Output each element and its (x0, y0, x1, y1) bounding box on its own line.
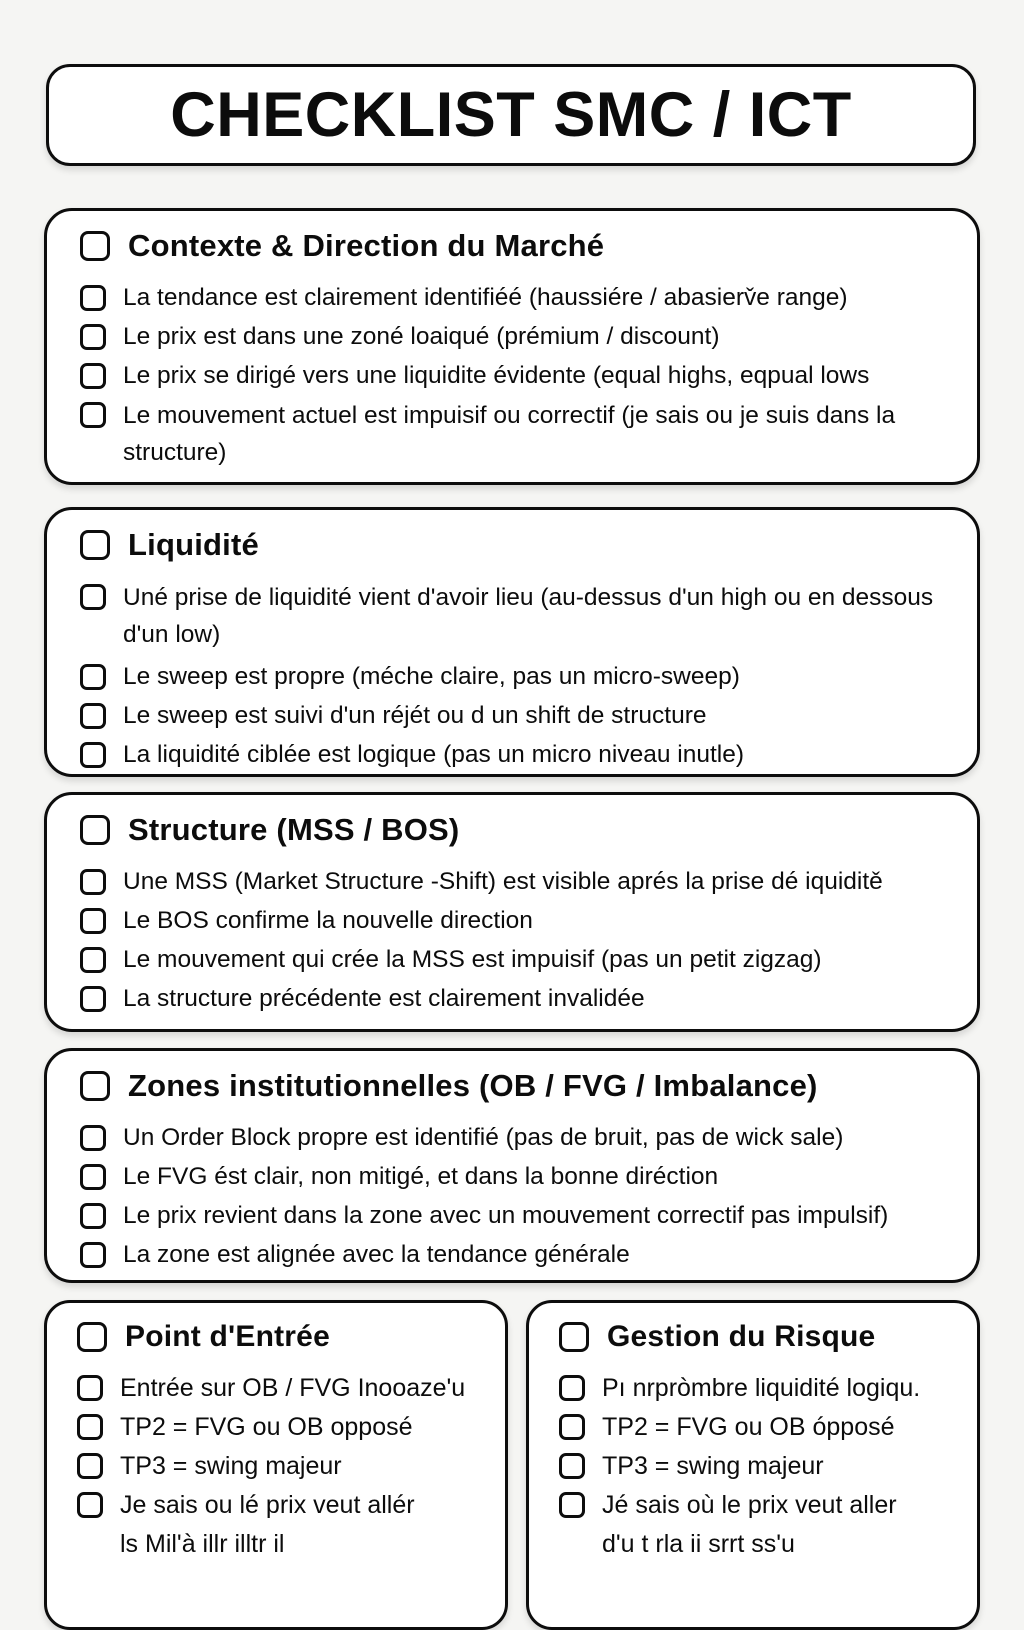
checkbox[interactable] (77, 1414, 103, 1440)
checkbox[interactable] (77, 1375, 103, 1401)
item-label: Le prix revient dans la zone avec un mouvement correctif pas impulsif) (123, 1202, 889, 1229)
section-zones (44, 1048, 980, 1283)
item-label: Le FVG ést clair, non mitigé, et dans la bonne diréction (123, 1163, 719, 1190)
section-liquidity (44, 507, 980, 777)
checkbox[interactable] (80, 402, 106, 428)
section-header (80, 527, 961, 563)
checklist-item (559, 1373, 965, 1403)
checkbox[interactable] (80, 324, 106, 350)
checklist-item (80, 283, 961, 313)
checklist-item (80, 1240, 961, 1270)
checklist-item (80, 361, 961, 391)
checklist-item (80, 1201, 961, 1231)
checklist-item (559, 1412, 965, 1442)
checklist-item (77, 1412, 493, 1442)
checklist-item (80, 945, 961, 975)
checkbox[interactable] (77, 1453, 103, 1479)
checklist-item (77, 1490, 493, 1520)
checkbox[interactable] (80, 1203, 106, 1229)
item-label: Le BOS confirme la nouvelle direction (123, 907, 533, 934)
item-label: Pı nrpròmbre liquidité logiqu. (602, 1374, 921, 1402)
checkbox[interactable] (80, 231, 110, 261)
checklist-item (80, 582, 961, 653)
checkbox[interactable] (80, 815, 110, 845)
checkbox[interactable] (559, 1322, 589, 1352)
section-header (80, 1068, 961, 1104)
item-label: La zone est alignée avec la tendance générale (123, 1241, 630, 1268)
checklist-item (80, 701, 961, 731)
item-label: Un Order Block propre est identifié (pas de bruit, pas de wick sale) (123, 1124, 844, 1151)
item-label: TP2 = FVG ou OB opposé (120, 1413, 413, 1441)
checklist-item (77, 1451, 493, 1481)
checkbox[interactable] (80, 285, 106, 311)
checkbox[interactable] (80, 584, 106, 610)
checkbox[interactable] (559, 1492, 585, 1518)
checkbox[interactable] (80, 947, 106, 973)
item-label: Le sweep est suivi d'un réjét ou d un shift de structure (123, 702, 707, 729)
checkbox[interactable] (80, 908, 106, 934)
item-label: Le mouvement qui crée la MSS est impuisif (pas un petit zigzag) (123, 946, 822, 973)
section-title: Contexte & Direction du Marché (128, 228, 605, 263)
checklist-item-clipped (559, 1529, 965, 1559)
section-header (80, 812, 961, 848)
checkbox[interactable] (77, 1492, 103, 1518)
checkbox[interactable] (80, 869, 106, 895)
item-label: La tendance est clairement identifiéé (haussiére / abasierv̌e range) (123, 284, 848, 311)
card-risk (526, 1300, 980, 1630)
section-title: Gestion du Risque (607, 1320, 876, 1353)
checkbox[interactable] (80, 1164, 106, 1190)
checklist-item (80, 867, 961, 897)
checklist-item (80, 984, 961, 1014)
checkbox[interactable] (77, 1322, 107, 1352)
item-label: ls Mil'à illr illtr il (120, 1530, 285, 1558)
checkbox[interactable] (80, 1242, 106, 1268)
card-entry (44, 1300, 508, 1630)
section-structure (44, 792, 980, 1032)
checkbox[interactable] (80, 664, 106, 690)
checkbox[interactable] (559, 1375, 585, 1401)
checklist-item (77, 1373, 493, 1403)
item-label: Le prix est dans une zoné loaiqué (prémium / discount) (123, 323, 720, 350)
item-label: Une MSS (Market Structure -Shift) est visible aprés la prise dé iquiditě (123, 868, 883, 895)
section-context (44, 208, 980, 485)
item-label: Jé sais où le prix veut aller (602, 1491, 897, 1519)
checklist-item (80, 1123, 961, 1153)
item-label: Entrée sur OB / FVG Inooaze'u (120, 1374, 466, 1402)
section-title: Point d'Entrée (125, 1320, 330, 1353)
checklist-item (559, 1490, 965, 1520)
item-label: TP3 = swing majeur (602, 1452, 824, 1480)
checkbox[interactable] (80, 363, 106, 389)
item-label: La structure précédente est clairement invalidée (123, 985, 645, 1012)
section-title: Structure (MSS / BOS) (128, 812, 460, 847)
item-label: Uné prise de liquidité vient d'avoir lieu (au-dessus d'un high ou en dessous d'un low) (123, 584, 934, 648)
item-label: Je sais ou lé prix veut allér (120, 1491, 415, 1519)
page-title: CHECKLIST SMC / ICT (170, 80, 852, 150)
section-title: Liquidité (128, 527, 259, 562)
section-header (559, 1320, 965, 1354)
checkbox[interactable] (80, 530, 110, 560)
section-title: Zones institutionnelles (OB / FVG / Imbalance) (128, 1068, 818, 1103)
checklist-item (80, 400, 961, 471)
item-label: Le sweep est propre (méche claire, pas un micro-sweep) (123, 663, 740, 690)
checklist-item (80, 322, 961, 352)
checklist-item (80, 906, 961, 936)
checklist-item (80, 1162, 961, 1192)
section-header (77, 1320, 493, 1354)
checkbox[interactable] (80, 742, 106, 768)
item-label: TP2 = FVG ou OB ópposé (602, 1413, 895, 1441)
checklist-item (559, 1451, 965, 1481)
item-label: d'u t rla ii srrt ss'u (602, 1530, 795, 1558)
section-header (80, 228, 961, 264)
checkbox[interactable] (559, 1453, 585, 1479)
checkbox[interactable] (559, 1414, 585, 1440)
checkbox[interactable] (80, 986, 106, 1012)
checkbox[interactable] (80, 1071, 110, 1101)
item-label: TP3 = swing majeur (120, 1452, 342, 1480)
checklist-item (80, 662, 961, 692)
item-label: La liquidité ciblée est logique (pas un micro niveau inutle) (123, 741, 745, 768)
checkbox[interactable] (80, 703, 106, 729)
checklist-item-clipped (77, 1529, 493, 1559)
item-label: Le prix se dirigé vers une liquidite évidente (equal highs, eqpual lows (123, 362, 870, 389)
title-card (46, 64, 976, 166)
item-label: Le mouvement actuel est impuisif ou correctif (je sais ou je suis dans la structure) (123, 402, 896, 466)
checkbox[interactable] (80, 1125, 106, 1151)
checklist-item (80, 740, 961, 770)
